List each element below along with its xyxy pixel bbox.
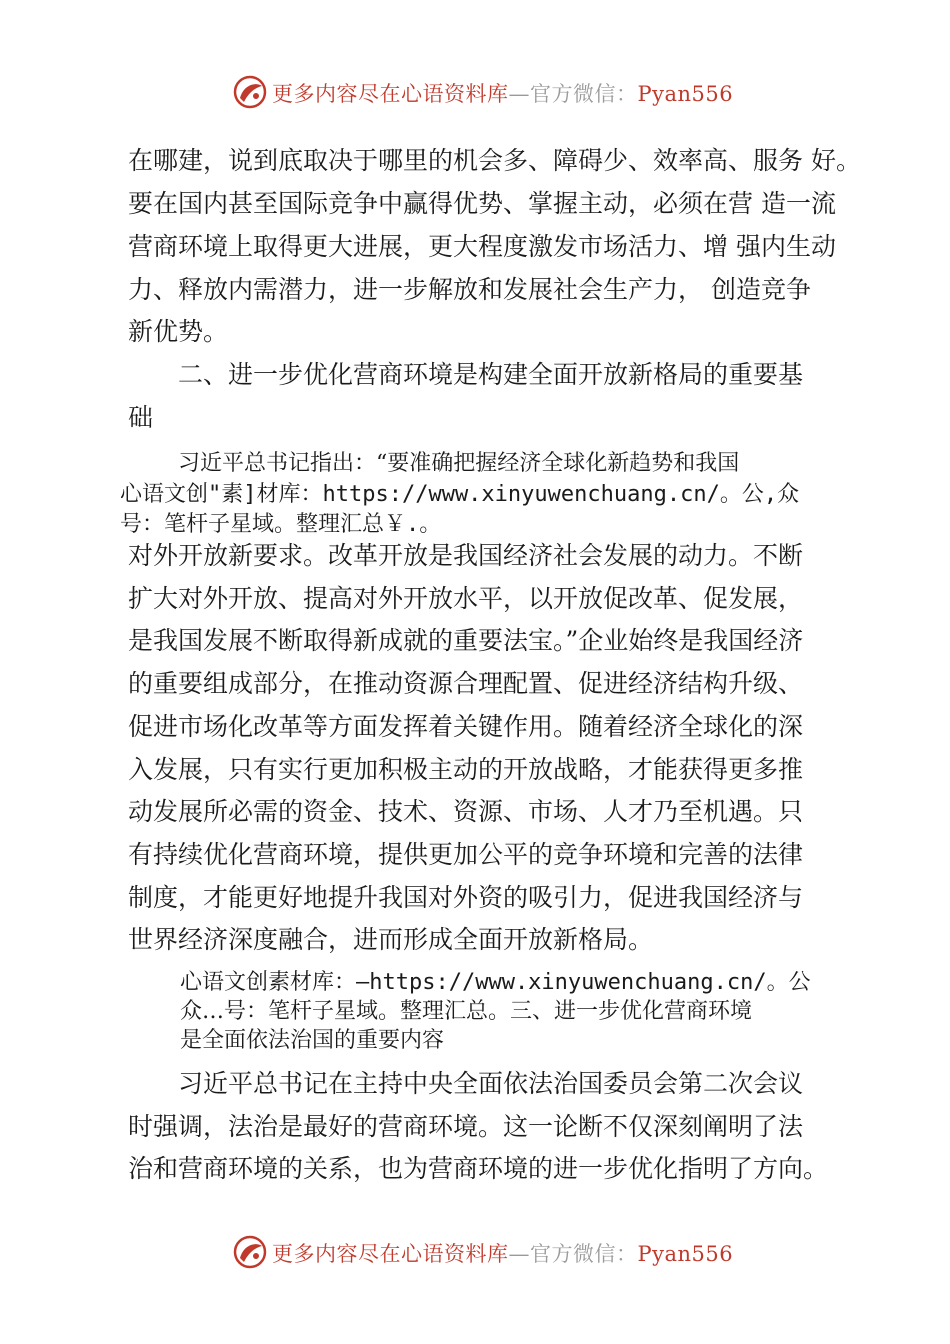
body-line: 世界经济深度融合，进而形成全面开放新格局。 [128,925,654,954]
body-line: 扩大对外开放、提高对外开放水平，以开放促改革、促发展， [128,584,804,613]
watermark-line: 心语文创"素]材库：https://www.xinyuwenchuang.cn/。公,众 [120,482,800,507]
body-line: 入发展，只有实行更加积极主动的开放战略，才能获得更多推 [128,755,804,784]
watermark-line: 心语文创素材库：—https://www.xinyuwenchuang.cn/。公 [180,970,811,995]
body-line: 促进市场化改革等方面发挥着关键作用。随着经济全球化的深 [128,712,804,741]
banner-wechat-id: Pyan556 [637,82,734,106]
banner-separator: — [508,1242,530,1266]
body-line: 习近平总书记指出：“要准确把握经济全球化新趋势和我国 [178,451,740,476]
banner-brand: 更多内容尽在心语资料库 [272,82,509,106]
body-line: 力、释放内需潜力，进一步解放和发展社会生产力， 创造竞争 [128,275,811,304]
section-heading: 是全面依法治国的重要内容 [180,1028,445,1053]
banner-brand: 更多内容尽在心语资料库 [272,1242,509,1266]
body-line: 治和营商环境的关系，也为营商环境的进一步优化指明了方向。 [128,1154,829,1183]
body-line: 要在国内甚至国际竞争中赢得优势、掌握主动，必须在营 造一流 [128,189,836,218]
body-line: 在哪建，说到底取决于哪里的机会多、障碍少、效率高、服务 好。 [128,146,861,175]
banner-text [272,1238,733,1268]
banner-wechat-label: 官方微信： [530,82,638,106]
banner-separator: — [508,82,530,106]
header-banner [0,72,950,112]
watermark-line: 号：笔杆子星域。整理汇总￥.。 [120,512,442,537]
brand-logo-icon [232,74,268,110]
body-line: 习近平总书记在主持中央全面依法治国委员会第二次会议 [178,1069,804,1098]
body-line: 对外开放新要求。改革开放是我国经济社会发展的动力。不断 [128,541,804,570]
brand-logo-icon [232,1234,268,1270]
body-line: 动发展所必需的资金、技术、资源、市场、人才乃至机遇。只 [128,797,804,826]
body-line: 新优势。 [128,317,229,346]
banner-wechat-label: 官方微信： [530,1242,638,1266]
section-heading-cont: 础 [128,403,154,432]
body-line: 的重要组成部分，在推动资源合理配置、促进经济结构升级、 [128,669,804,698]
body-line: 制度，才能更好地提升我国对外资的吸引力，促进我国经济与 [128,883,804,912]
banner-wechat-id: Pyan556 [637,1242,734,1266]
body-line: 营商环境上取得更大进展，更大程度激发市场活力、增 强内生动 [128,232,836,261]
footer-banner [0,1232,950,1272]
body-line: 有持续优化营商环境，提供更加公平的竞争环境和完善的法律 [128,840,804,869]
body-line: 时强调，法治是最好的营商环境。这一论断不仅深刻阐明了法 [128,1112,804,1141]
watermark-line: 众…号：笔杆子星域。整理汇总。三、进一步优化营商环境 [180,999,753,1024]
section-heading: 二、进一步优化营商环境是构建全面开放新格局的重要基 [178,360,804,389]
body-line: 是我国发展不断取得新成就的重要法宝。”企业始终是我国经济 [128,626,804,655]
banner-text [272,78,733,108]
